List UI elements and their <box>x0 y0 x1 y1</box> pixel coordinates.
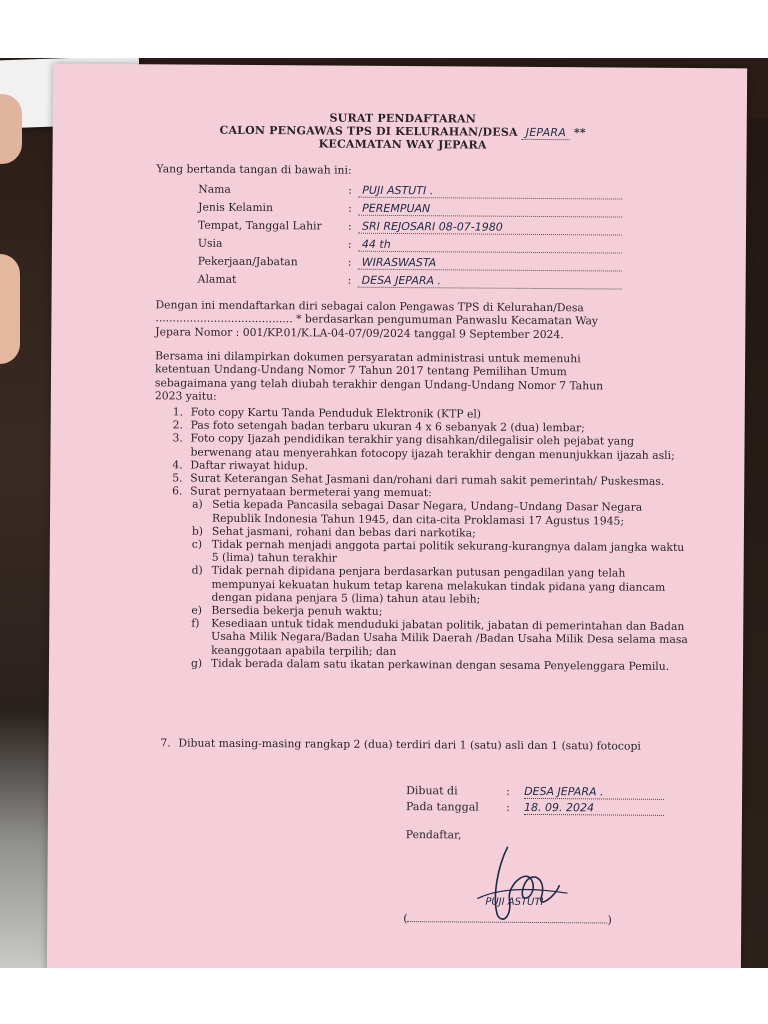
field-label: Jenis Kelamin <box>198 200 274 215</box>
date-value-handwritten: 18. 09. 2024 <box>524 801 664 816</box>
intro-text: Yang bertanda tangan di bawah ini: <box>156 162 352 177</box>
list-item <box>172 432 692 462</box>
field-row-name: Nama : PUJI ASTUTI . <box>198 183 622 200</box>
date-row: Pada tanggal : 18. 09. 2024 <box>406 800 664 816</box>
field-value-handwritten: DESA JEPARA . <box>358 274 622 290</box>
sub-item-letter: g) <box>190 656 203 670</box>
title-line-2-suffix: ** <box>573 126 586 140</box>
sub-item-text: Setia kepada Pancasila sebagai Dasar Negara, Undang–Undang Dasar Negara Republik Indonesia Tahun 1945, dan cita-cita Proklamasi 17 Agustus 1945; <box>211 498 643 528</box>
sub-item <box>192 538 692 568</box>
field-value-handwritten: PUJI ASTUTI . <box>358 184 622 200</box>
signature-name-handwritten: PUJI ASTUTI <box>485 896 544 909</box>
item-number: 7. <box>160 736 171 750</box>
item-number: 1. <box>172 405 184 419</box>
sub-item <box>191 564 691 607</box>
item-number: 3. <box>172 431 183 445</box>
document-title <box>163 110 643 152</box>
list-item <box>171 485 692 673</box>
sub-item-letter: e) <box>191 603 203 617</box>
paragraph-line: ........................................ * berdasarkan pengumuman Panwaslu Kecamatan Way <box>155 311 599 328</box>
sub-item-letter: d) <box>191 564 203 578</box>
sub-item <box>191 617 691 660</box>
sub-item <box>192 498 692 528</box>
requirements-list <box>171 405 693 673</box>
list-item-7 <box>160 736 718 753</box>
made-at-label: Dibuat di <box>406 784 458 798</box>
item-text: Surat Keterangan Sehat Jasmani dan/rohani dari rumah sakit pemerintah/ Puskesmas. <box>190 471 665 488</box>
paragraph-attachments <box>155 349 695 406</box>
title-line-3: KECAMATAN WAY JEPARA <box>318 137 487 152</box>
sub-item-text: Tidak pernah menjadi anggota partai politik sekurang-kurangnya dalam jangka waktu 5 (lima) tahun terakhir <box>211 537 685 565</box>
paragraph-line: Jepara Nomor : 001/KP.01/K.LA-04-07/09/2024 tanggal 9 September 2024. <box>155 325 564 341</box>
paragraph-line: 2023 yaitu: <box>154 389 217 403</box>
date-label: Pada tanggal <box>405 800 479 814</box>
registrant-label: Pendaftar, <box>405 828 462 842</box>
item-number: 5. <box>172 471 183 485</box>
paragraph-line: sebagaimana yang telah diubah terakhir dengan Undang-Undang Nomor 7 Tahun <box>154 376 604 393</box>
field-label: Nama <box>198 182 231 196</box>
sub-item-letter: f) <box>191 616 200 630</box>
signature-line <box>403 912 619 927</box>
item-number: 6. <box>172 484 183 498</box>
item-text: Surat pernyataan bermeterai yang memuat: <box>190 484 432 500</box>
item-text: Daftar riwayat hidup. <box>190 458 309 473</box>
sub-item-text: Tidak berada dalam satu ikatan perkawinan dengan sesama Penyelenggara Pemilu. <box>210 656 670 673</box>
sub-item-text: Kesediaan untuk tidak menduduki jabatan politik, jabatan di pemerintahan dan Badan Usaha Milik Negara/Badan Usaha Milik Daerah /Badan Usaha Milik Desa selama masa keanggotaan apabila terpilih; dan <box>211 616 688 658</box>
statement-sublist <box>189 498 692 673</box>
field-row-address: Alamat : DESA JEPARA . <box>198 273 622 290</box>
field-row-age: Usia : 44 th <box>198 237 622 254</box>
item-text: Dibuat masing-masing rangkap 2 (dua) terdiri dari 1 (satu) asli dan 1 (satu) fotocopi <box>178 736 641 753</box>
field-row-occupation: Pekerjaan/Jabatan : WIRASWASTA <box>198 255 622 272</box>
item-number: 4. <box>172 458 183 472</box>
item-text: Foto copy Ijazah pendidikan terakhir yang disahkan/dilegalisir oleh pejabat yang berwenang atau menyerahkan fotocopy ijazah terakhir dengan menunjukkan ijazah asli; <box>190 431 675 462</box>
field-value-handwritten: WIRASWASTA <box>358 256 622 272</box>
sub-item-letter: b) <box>191 524 204 538</box>
field-label: Pekerjaan/Jabatan <box>197 254 298 269</box>
sub-item-text: Tidak pernah dipidana penjara berdasarkan putusan pengadilan yang telah mempunyai kekuatan hukum tetap karena melakukan tindak pidana yang diancam dengan pidana penjara 5 (lima) tahun atau lebih; <box>211 564 666 606</box>
finger <box>0 254 20 364</box>
item-text: Foto copy Kartu Tanda Penduduk Elektronik (KTP el) <box>190 405 482 421</box>
sub-item-text: Sehat jasmani, rohani dan bebas dari narkotika; <box>211 524 476 540</box>
title-village-handwritten: JEPARA <box>522 126 570 140</box>
sub-item-text: Bersedia bekerja penuh waktu; <box>211 603 383 618</box>
paragraph-line: Bersama ini dilampirkan dokumen persyaratan administrasi untuk memenuhi <box>155 349 581 366</box>
sub-item-letter: c) <box>191 537 203 551</box>
field-row-birth: Tempat, Tanggal Lahir : SRI REJOSARI 08-07-1980 <box>198 219 622 236</box>
field-value-handwritten: 44 th <box>358 238 622 254</box>
title-line-2-prefix: CALON PENGAWAS TPS DI KELURAHAN/DESA <box>219 123 518 139</box>
paragraph-registration <box>155 298 695 342</box>
field-value-handwritten: PEREMPUAN <box>358 202 622 218</box>
signature-bracket: ( <box>403 912 408 926</box>
field-label: Alamat <box>197 272 237 286</box>
title-line-1: SURAT PENDAFTARAN <box>329 111 477 126</box>
field-value-handwritten: SRI REJOSARI 08-07-1980 <box>358 220 622 236</box>
photo-background <box>0 58 768 968</box>
field-label: Usia <box>197 236 223 250</box>
field-label: Tempat, Tanggal Lahir <box>198 218 322 233</box>
item-text: Pas foto setengah badan terbaru ukuran 4 x 6 sebanyak 2 (dua) lembar; <box>190 418 585 435</box>
made-at-value-handwritten: DESA JEPARA . <box>524 785 664 800</box>
registration-letter <box>47 64 747 968</box>
sub-item-letter: a) <box>192 497 203 512</box>
paragraph-line: ketentuan Undang-Undang Nomor 7 Tahun 2017 tentang Pemilihan Umum <box>155 362 567 379</box>
item-number: 2. <box>172 418 184 432</box>
field-row-gender: Jenis Kelamin : PEREMPUAN <box>198 201 622 218</box>
made-at-row: Dibuat di : DESA JEPARA . <box>406 784 664 800</box>
finger <box>0 94 22 164</box>
paragraph-line: Dengan ini mendaftarkan diri sebagai calon Pengawas TPS di Kelurahan/Desa <box>155 298 584 315</box>
sub-item <box>191 656 691 673</box>
signature-bracket: ) <box>607 913 612 927</box>
